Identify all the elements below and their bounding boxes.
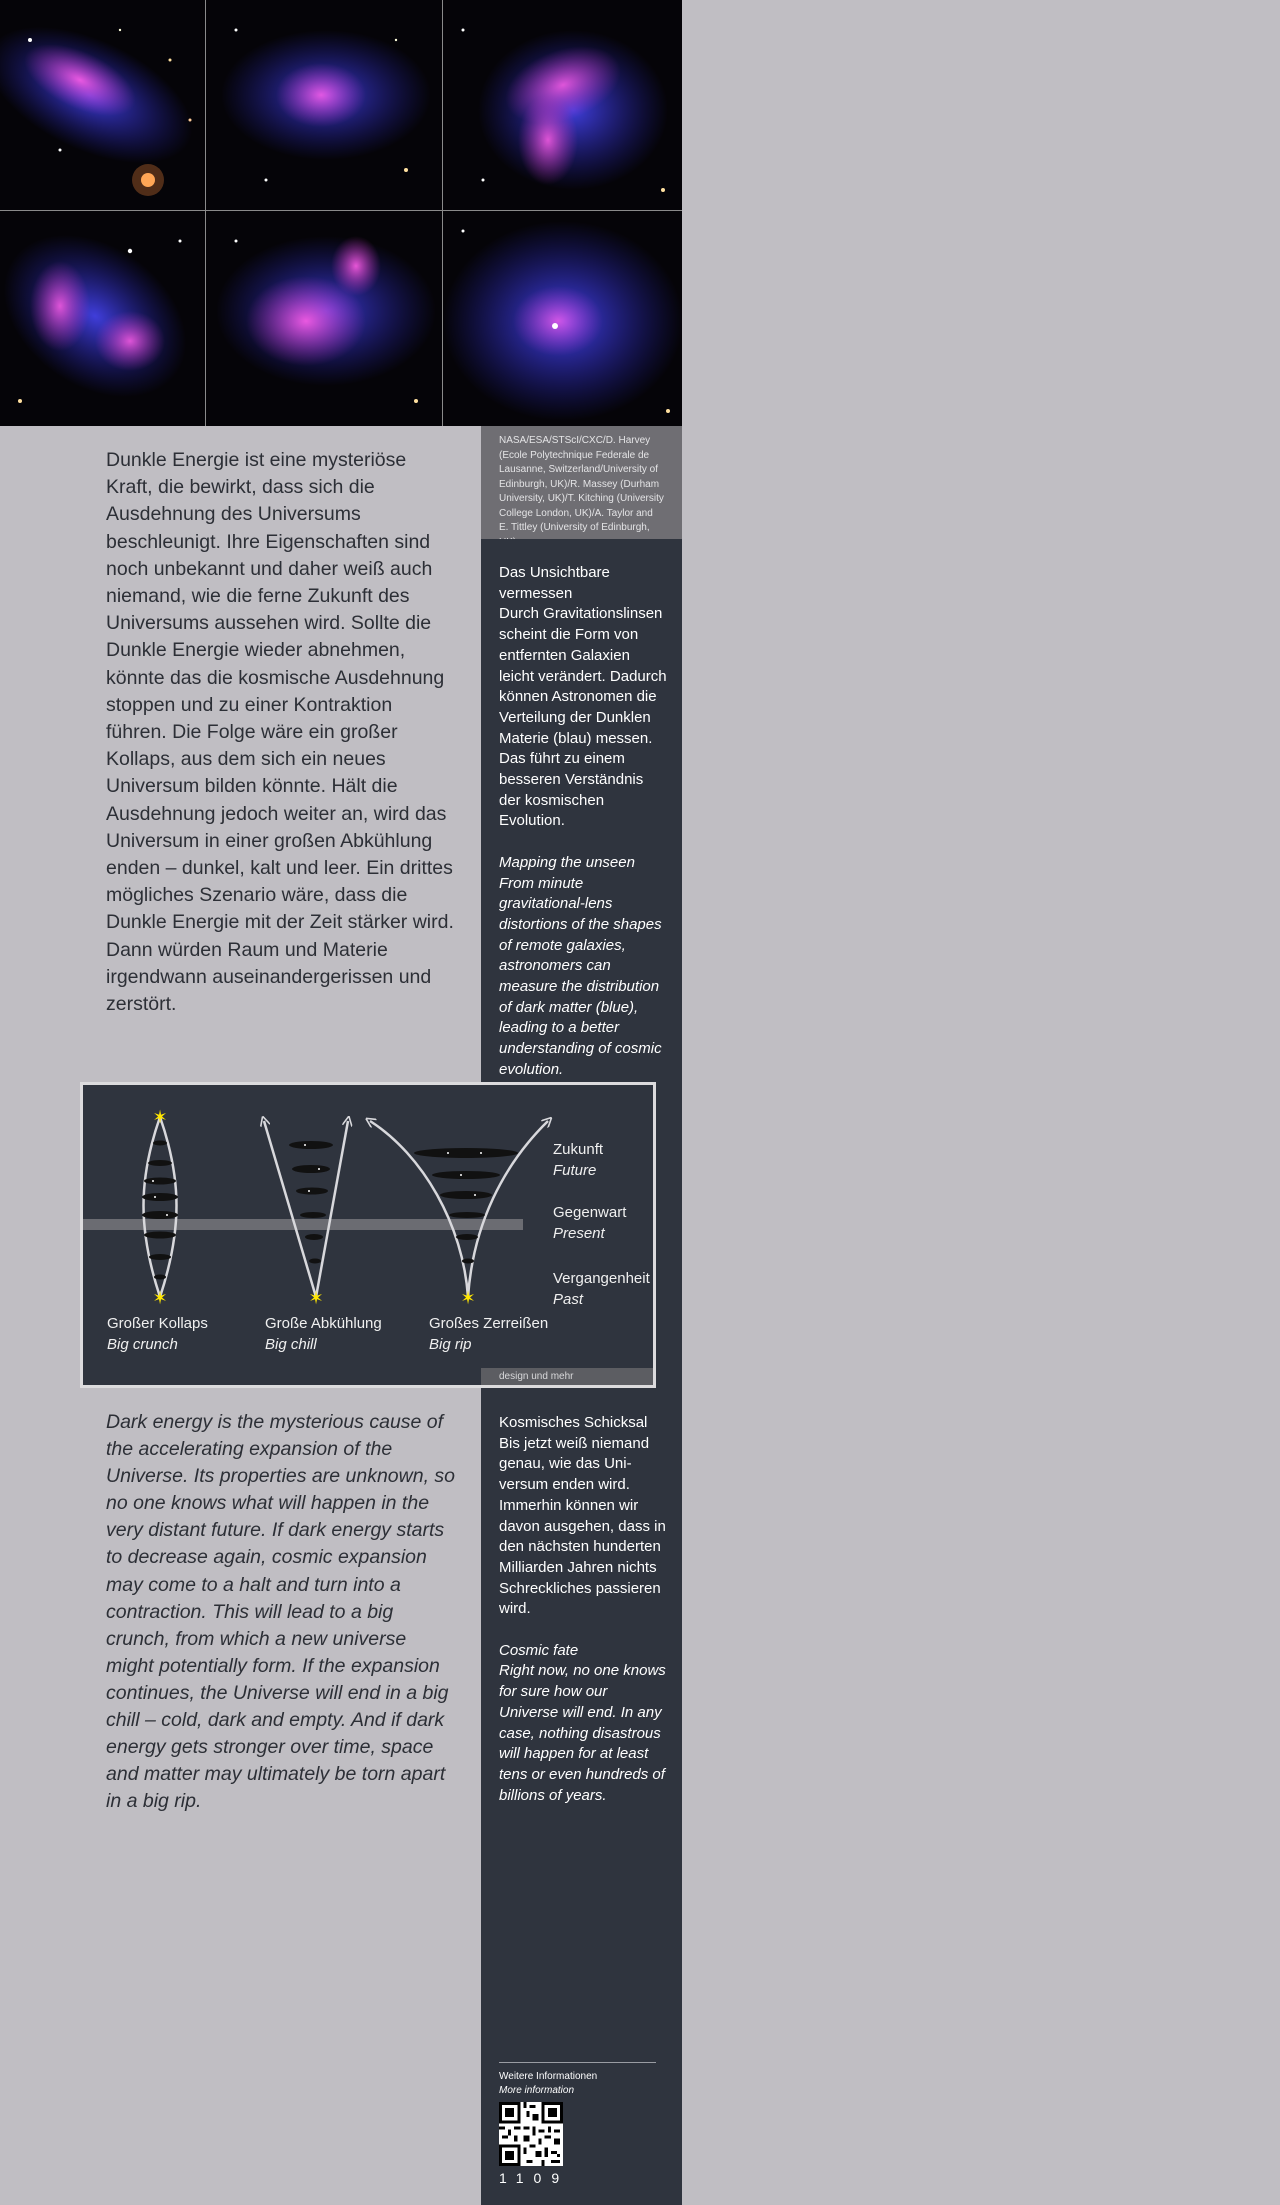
sidebar-title-de: Kosmisches Schicksal <box>499 1414 648 1431</box>
svg-text:✶: ✶ <box>308 1288 324 1308</box>
big-rip-shape <box>370 1121 548 1308</box>
sidebar-block-cosmic-fate <box>499 1413 669 1806</box>
present-band <box>83 1219 523 1230</box>
main-text-english: Dark energy is the mysterious cause of the accelerating expansion of the Universe. Its properties are unknown, so no one knows what will happen in the very distant future. If dark energy starts to decrease again, cosmic expansion may come to a halt and turn into a contraction. This will lead to a big crunch, from which a new universe might potentially form. If the expansion continues, the Universe will end in a big chill – cold, dark and empty. And if dark energy gets stronger over time, space and matter may ultimately be torn apart in a big rip. <box>106 1411 456 1813</box>
big-crunch-shape <box>142 1107 178 1308</box>
sidebar-block-mapping <box>499 563 669 1081</box>
grid-divider <box>442 0 443 426</box>
galaxy-cluster-image-1 <box>0 0 205 210</box>
more-info-label-de: Weitere Informationen <box>499 2071 598 2082</box>
svg-text:✶: ✶ <box>460 1288 476 1308</box>
svg-text:✶: ✶ <box>152 1288 168 1308</box>
scenario-label-big-chill: Große Abkühlung Big chill <box>265 1315 382 1353</box>
sidebar-body-de: Durch Gravitationslinsen scheint die Form von entfernten Galaxien leicht verändert. Dadurch können Astronomen die Verteilung der Dunklen Materie (blau) messen. Das führt zu einem besseren Verständnis der kosmischen Evolution. <box>499 605 667 830</box>
galaxy-cluster-image-5 <box>206 211 442 426</box>
grid-divider <box>0 210 682 211</box>
universe-fate-diagram <box>80 1082 656 1388</box>
diagram-credit: design und mehr <box>481 1368 653 1385</box>
main-text-german: Dunkle Energie ist eine mysteriöse Kraft, die bewirkt, dass sich die Ausdehnung des Universums beschleunigt. Ihre Eigenschaften sind noch unbekannt und daher weiß auch niemand, wie die ferne Zukunft des Universums aussehen wird. Sollte die Dunkle Energie wieder abnehmen, könnte das die kosmische Ausdehnung stoppen und zu einer Kontraktion führen. Die Folge wäre ein großer Kollaps, aus dem sich ein neues Universum bilden könnte. Hält die Ausdehnung jedoch weiter an, wird das Universum in einer großen Abkühlung enden – dunkel, kalt und leer. Ein drittes mögliches Szenario wäre, dass die Dunkle Energie mit der Zeit stärker wird. Dann würden Raum und Materie irgendwann auseinandergerissen und zerstört. <box>106 449 454 1016</box>
sidebar-title-en: Cosmic fate <box>499 1641 579 1659</box>
sidebar-title-de: Das Unsichtbare vermessen <box>499 564 610 602</box>
grid-divider <box>205 0 206 426</box>
galaxy-cluster-image-3 <box>443 0 682 210</box>
sidebar-title-en: Mapping the unseen <box>499 853 635 871</box>
svg-text:✶: ✶ <box>152 1107 168 1127</box>
footer-divider <box>499 2062 656 2063</box>
time-label-present: Gegenwart Present <box>553 1204 627 1242</box>
scenario-label-big-rip: Großes Zerreißen Big rip <box>429 1315 549 1353</box>
galaxy-cluster-image-2 <box>206 0 442 210</box>
time-label-future: Zukunft Future <box>553 1141 604 1179</box>
sidebar-body-en: Right now, no one knows for sure how our Universe will end. In any case, nothing disastrous will happen for at least tens or even hundreds of billions of years. <box>499 1662 666 1804</box>
galaxy-cluster-image-6 <box>443 211 682 426</box>
scenario-label-big-crunch: Großer Kollaps Big crunch <box>107 1315 208 1353</box>
photo-credit: NASA/ESA/STScI/CXC/D. Harvey (Ecole Polytechnique Federale de Lausanne, Switzerland/University of Edinburgh, UK)/R. Massey (Durham University, UK)/T. Kitching (University College London, UK)/A. Taylor and E. Tittley (University of Edinburgh, <box>481 426 682 539</box>
galaxy-cluster-photo-grid <box>0 0 682 426</box>
time-label-past: Vergangenheit Past <box>553 1270 650 1308</box>
more-info-label-en: More information <box>499 2085 575 2096</box>
sidebar-body-en: From minute gravitational-lens distortions of the shapes of remote galaxies, astronomers can measure the distribution of dark matter (blue), leading to a better understanding of cosmic evolution. <box>499 874 662 1078</box>
sidebar-body-de: Bis jetzt weiß niemand genau, wie das Universum enden wird. Immerhin können wir davon ausgehen, dass in den nächsten hunderten Milliarden Jahren nichts Schreckliches passieren wird. <box>499 1434 666 1618</box>
big-chill-shape <box>264 1121 348 1308</box>
galaxy-cluster-image-4 <box>0 211 205 426</box>
qr-code-icon[interactable] <box>499 2102 563 2166</box>
exhibit-code: 1109 <box>499 2170 570 2186</box>
